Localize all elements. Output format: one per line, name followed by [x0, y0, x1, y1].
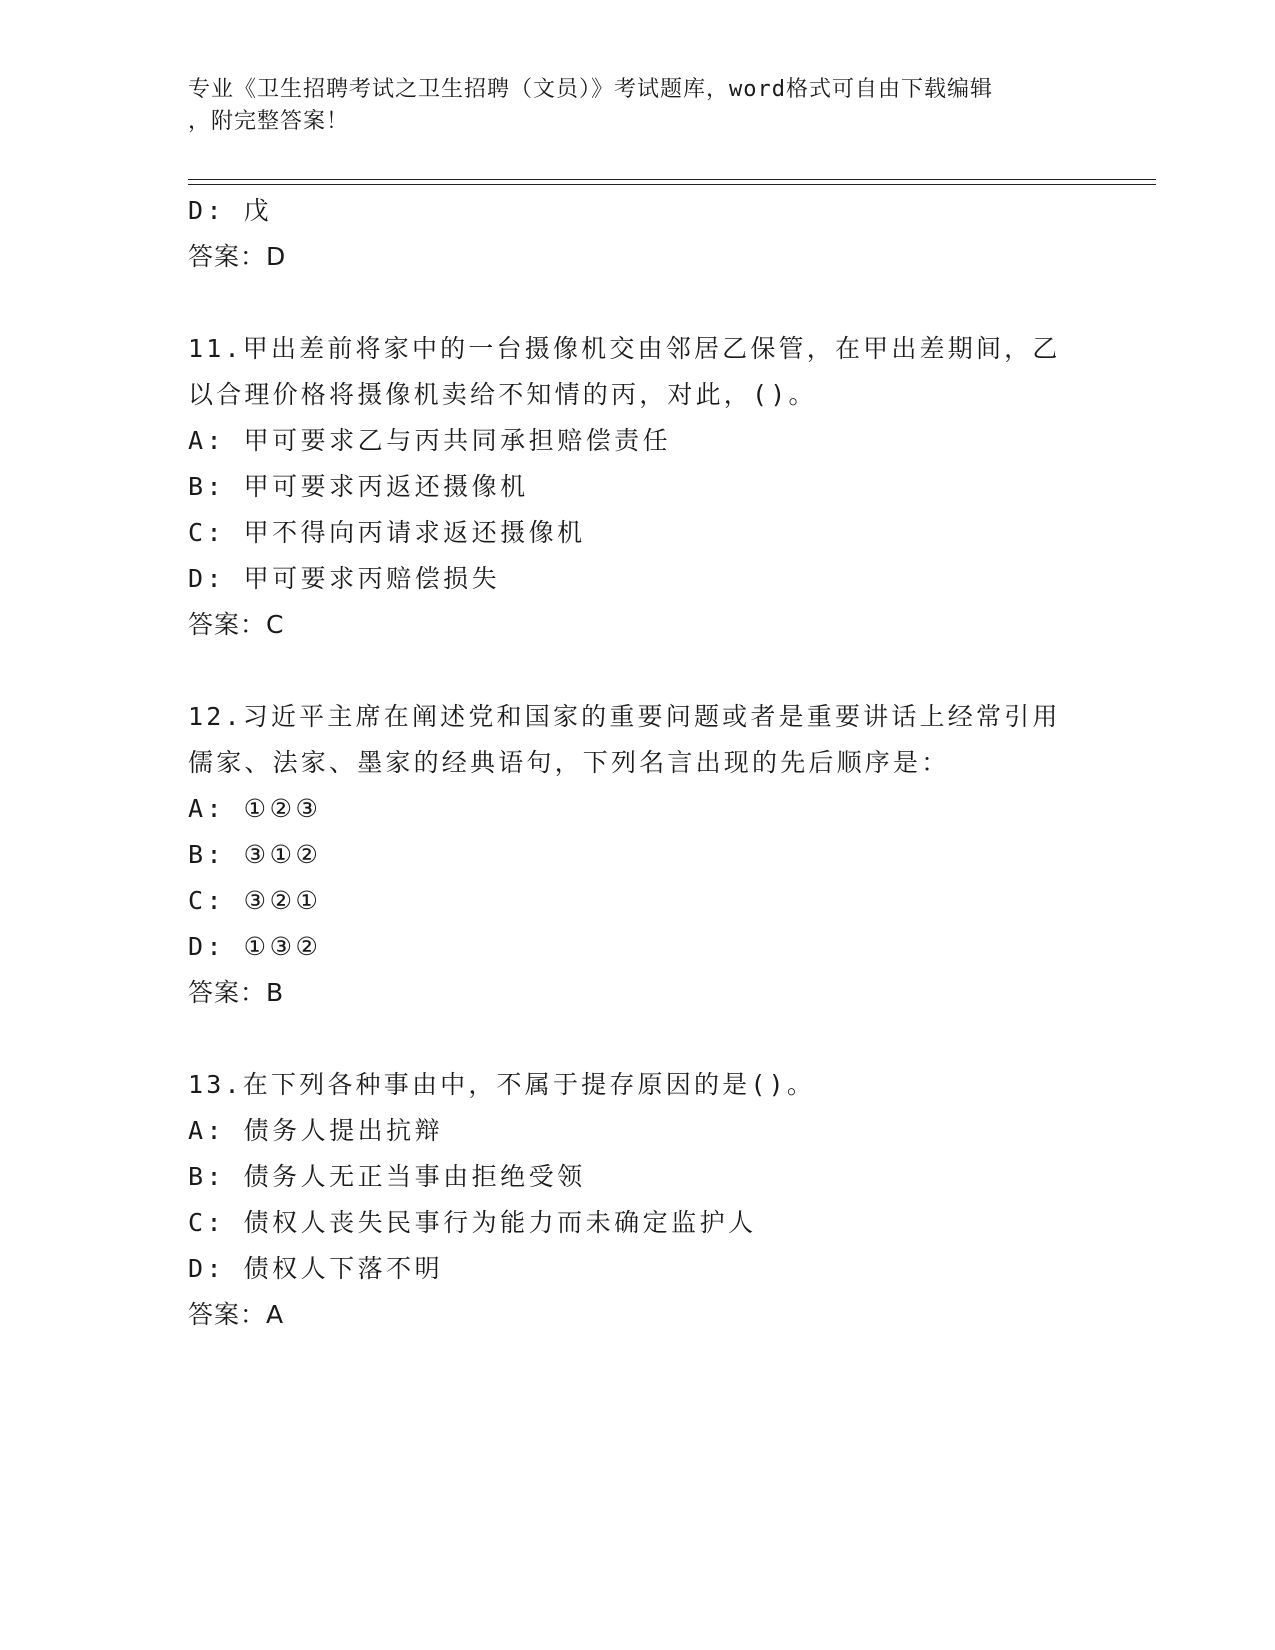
answer: 答案：D — [188, 242, 287, 271]
question-stem — [188, 326, 1088, 418]
option-d: D: 债权人下落不明 — [188, 1254, 444, 1283]
page-header — [188, 74, 1068, 138]
option-c: C: 债权人丧失民事行为能力而未确定监护人 — [188, 1208, 757, 1237]
option-b: B: 甲可要求丙返还摄像机 — [188, 472, 529, 501]
question-stem — [188, 694, 1088, 786]
document-body — [188, 188, 1088, 1338]
stem-line: 儒家、法家、墨家的经典语句，下列名言出现的先后顺序是： — [188, 748, 950, 777]
question-11 — [188, 326, 1088, 648]
option-d: D: 甲可要求丙赔偿损失 — [188, 564, 501, 593]
option-b: B: ③①② — [188, 840, 322, 869]
header-line-1: 专业《卫生招聘考试之卫生招聘（文员）》考试题库，word格式可自由下载编辑 — [188, 77, 993, 102]
option-a: A: 甲可要求乙与丙共同承担赔偿责任 — [188, 426, 672, 455]
spacer — [188, 1016, 1088, 1062]
question-13 — [188, 1062, 1088, 1338]
previous-question-tail — [188, 188, 1088, 280]
option-c: C: ③②① — [188, 886, 322, 915]
stem-line: 12.习近平主席在阐述党和国家的重要问题或者是重要讲话上经常引用 — [188, 702, 1061, 731]
header-rule-thin — [188, 179, 1156, 180]
stem-line: 以合理价格将摄像机卖给不知情的丙，对此，()。 — [188, 380, 817, 409]
header-line-2: ，附完整答案！ — [188, 109, 350, 134]
answer: 答案：C — [188, 610, 285, 639]
stem-line: 11.甲出差前将家中的一台摄像机交由邻居乙保管，在甲出差期间，乙 — [188, 334, 1061, 363]
answer: 答案：A — [188, 1300, 285, 1329]
spacer — [188, 648, 1088, 694]
option-d: D: ①③② — [188, 932, 322, 961]
spacer — [188, 280, 1088, 326]
option-a: A: ①②③ — [188, 794, 322, 823]
option-a: A: 债务人提出抗辩 — [188, 1116, 444, 1145]
answer: 答案：B — [188, 978, 285, 1007]
option-b: B: 债务人无正当事由拒绝受领 — [188, 1162, 586, 1191]
question-stem — [188, 1062, 1088, 1108]
header-rule-thick — [188, 184, 1156, 185]
stem-line: 13.在下列各种事由中，不属于提存原因的是()。 — [188, 1070, 816, 1099]
option-c: C: 甲不得向丙请求返还摄像机 — [188, 518, 586, 547]
option-d: D: 戊 — [188, 196, 273, 225]
question-12 — [188, 694, 1088, 1016]
